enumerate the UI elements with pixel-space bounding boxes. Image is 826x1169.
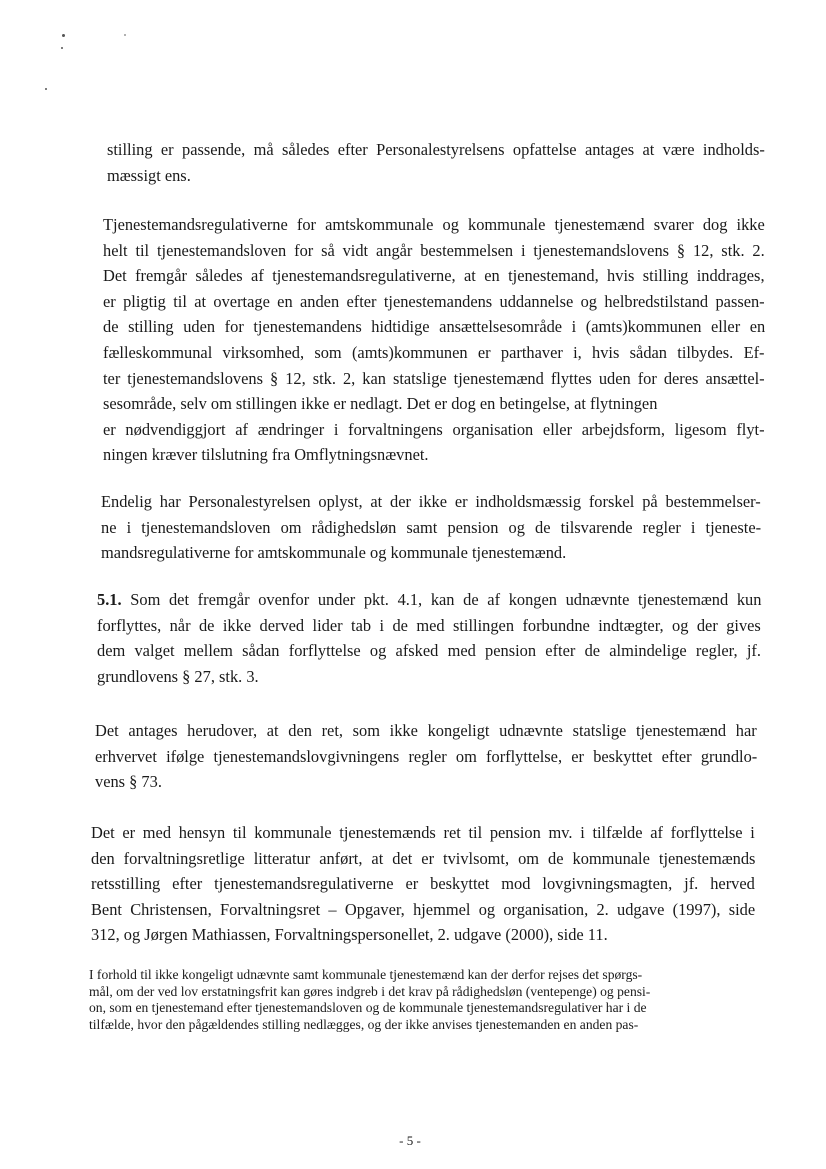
scan-speck bbox=[124, 34, 126, 36]
text-line: mål, om der ved lov erstatningsfrit kan gøres indgreb i det krav på rådighedsløn (ventepenge) og pensi- bbox=[89, 983, 651, 999]
paragraph-section-5-1 bbox=[97, 587, 761, 689]
scan-speck bbox=[45, 88, 47, 90]
text-line: de stilling uden for tjenestemandens hidtidige ansættelsesområde i (amts)kommunen eller en bbox=[103, 317, 766, 337]
text-line: vens § 73. bbox=[95, 772, 162, 792]
text-line-rest: Som det fremgår ovenfor under pkt. 4.1, kan de af kongen udnævnte tjenestemænd kun bbox=[121, 590, 762, 609]
text-line: on, som en tjenestemand efter tjenestemandsloven og de kommunale tjenestemandsregulativer har i de bbox=[89, 1000, 647, 1016]
text-line: Endelig har Personalestyrelsen oplyst, at der ikke er indholdsmæssig forskel på bestemmelser- bbox=[101, 492, 761, 511]
paragraph-literature bbox=[91, 820, 755, 948]
text-line: den forvaltningsretlige litteratur anført, at det er tvivlsomt, om de kommunale tjenestemænds bbox=[91, 848, 756, 868]
text-line: I forhold til ikke kongeligt udnævnte samt kommunale tjenestemænd kan der derfor rejses det spørgs- bbox=[89, 967, 643, 982]
text-line: helt til tjenestemandsloven for så vidt angår bestemmelsen i tjenestemandslovens § 12, stk. 2. bbox=[103, 240, 765, 260]
text-line: ne i tjenestemandsloven om rådighedsløn samt pension og de tilsvarende regler i tjeneste- bbox=[101, 517, 762, 537]
text-line: mæssigt ens. bbox=[107, 165, 191, 185]
scan-speck bbox=[62, 34, 65, 37]
text-line: dem valget mellem sådan forflyttelse og afsked med pension efter de almindelige regler, jf. bbox=[97, 641, 761, 661]
paragraph-question bbox=[89, 967, 751, 1033]
page-number: - 5 - bbox=[399, 1133, 421, 1148]
text-line: tilfælde, hvor den pågældendes stilling nedlægges, og der ikke anvises tjenestemanden en anden pas- bbox=[89, 1016, 639, 1032]
text-line: Tjenestemandsregulativerne for amtskommunale og kommunale tjenestemænd svarer dog ikke bbox=[103, 215, 765, 234]
text-line: 312, og Jørgen Mathiassen, Forvaltningspersonellet, 2. udgave (2000), side 11. bbox=[91, 925, 608, 945]
scan-speck bbox=[61, 47, 63, 49]
paragraph-intro-continuation bbox=[107, 137, 765, 188]
text-line bbox=[97, 587, 761, 613]
text-line: ningen kræver tilslutning fra Omflytningsnævnet. bbox=[103, 445, 429, 465]
text-line: grundlovens § 27, stk. 3. bbox=[97, 666, 259, 686]
text-line: Det er med hensyn til kommunale tjenestemænds ret til pension mv. i tilfælde af forflyttelse i bbox=[91, 823, 755, 842]
text-line: sesområde, selv om stillingen ikke er nedlagt. Det er dog en betingelse, at flytningen bbox=[103, 394, 658, 414]
text-line: ter tjenestemandslovens § 12, stk. 2, kan statslige tjenestemænd flyttes uden for deres ansættel- bbox=[103, 368, 765, 388]
text-line: Bent Christensen, Forvaltningsret – Opgaver, hjemmel og organisation, 2. udgave (1997), side bbox=[91, 899, 756, 919]
section-number: 5.1. bbox=[97, 590, 122, 609]
paragraph-protection bbox=[95, 718, 757, 795]
text-line: mandsregulativerne for amtskommunale og kommunale tjenestemænd. bbox=[101, 543, 567, 563]
text-line: retsstilling efter tjenestemandsregulativerne er beskyttet mod lovgivningsmagten, jf. herved bbox=[91, 874, 755, 894]
text-line: stilling er passende, må således efter Personalestyrelsens opfattelse antages at være indholds- bbox=[107, 140, 765, 159]
text-line: erhvervet ifølge tjenestemandslovgivningens regler om forflyttelse, er beskyttet efter grundlo- bbox=[95, 746, 758, 766]
text-line: fælleskommunal virksomhed, som (amts)kommunen er parthaver i, hvis sådan tilbydes. Ef- bbox=[103, 342, 765, 362]
text-line: Det antages herudover, at den ret, som ikke kongeligt udnævnte statslige tjenestemænd har bbox=[95, 721, 757, 740]
paragraph-regulations bbox=[103, 212, 765, 468]
text-line: er pligtig til at overtage en anden efter tjenestemandens uddannelse og helbredstilstand passen- bbox=[103, 291, 765, 311]
text-line: forflyttes, når de ikke derved lider tab i de med stillingen forbundne indtægter, og der gives bbox=[97, 615, 761, 635]
paragraph-pension bbox=[101, 489, 761, 566]
text-line: Det fremgår således af tjenestemandsregulativerne, at en tjenestemand, hvis stilling inddrages, bbox=[103, 266, 765, 286]
text-line: er nødvendiggjort af ændringer i forvaltningens organisation eller arbejdsform, ligesom flyt- bbox=[103, 419, 765, 439]
